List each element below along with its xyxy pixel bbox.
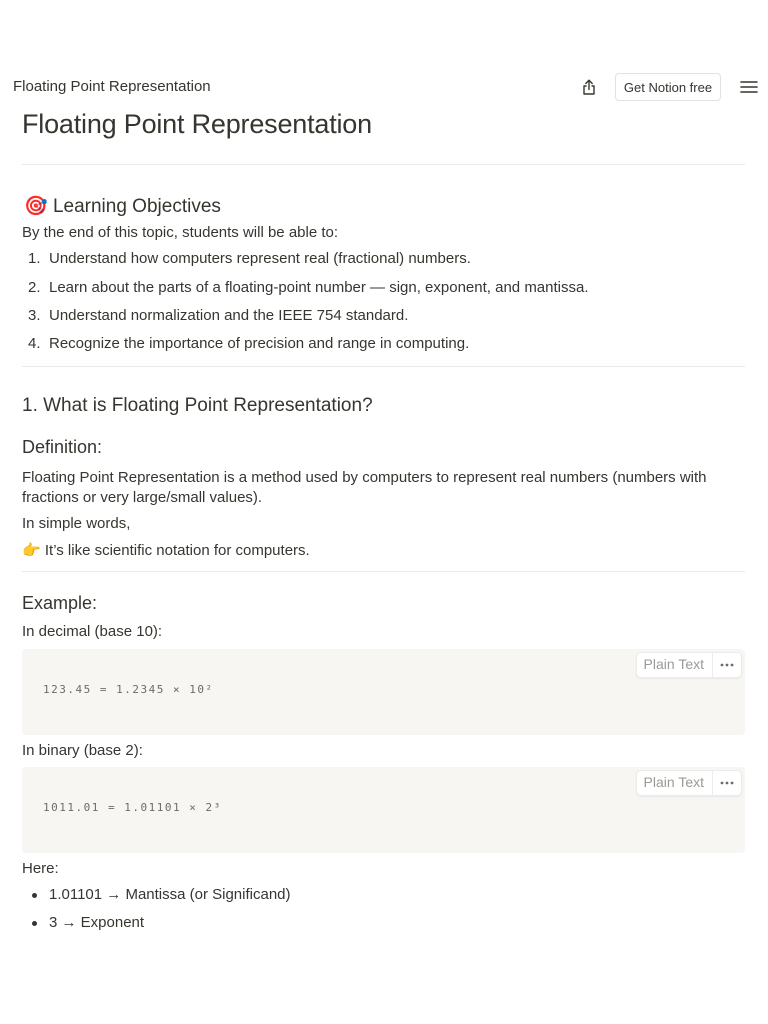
list-item xyxy=(22,279,745,299)
simple-words-text: In simple words, xyxy=(22,515,131,532)
pointing-hand-icon: 👉 xyxy=(22,542,41,559)
list-text: Recognize the importance of precision and range in computing. xyxy=(49,335,470,352)
list-item xyxy=(22,307,745,327)
here-label: Here: xyxy=(22,860,59,877)
list-number: 4. xyxy=(28,335,41,352)
more-horizontal-icon[interactable] xyxy=(713,653,741,677)
bullet-item xyxy=(22,914,745,934)
code-language-selector[interactable]: Plain Text xyxy=(637,652,713,678)
example-heading: Example: xyxy=(22,593,98,613)
bullet-text: 1.01101 → Mantissa (or Significand) xyxy=(49,886,291,903)
list-item xyxy=(22,335,745,355)
divider xyxy=(22,571,745,572)
list-number: 1. xyxy=(28,250,41,267)
list-item xyxy=(22,250,745,270)
bullet-item xyxy=(22,886,745,906)
target-emoji-icon: 🎯 xyxy=(24,196,48,217)
code-text[interactable]: 123.45 = 1.2345 × 10² xyxy=(43,683,214,696)
top-bar xyxy=(0,68,768,108)
bullet-text: 3 → Exponent xyxy=(49,914,145,931)
breadcrumb[interactable]: Floating Point Representation xyxy=(13,78,211,95)
list-number: 2. xyxy=(28,279,41,296)
get-notion-free-button[interactable]: Get Notion free xyxy=(615,73,721,101)
code-language-selector[interactable]: Plain Text xyxy=(637,770,713,796)
code-block-binary[interactable] xyxy=(22,767,745,853)
page-title: Floating Point Representation xyxy=(22,109,372,139)
code-text[interactable]: 1011.01 = 1.01101 × 2³ xyxy=(43,801,222,814)
definition-heading: Definition: xyxy=(22,437,103,457)
list-text: Learn about the parts of a floating-point number — sign, exponent, and mantissa. xyxy=(49,279,589,296)
decimal-label: In decimal (base 10): xyxy=(22,623,163,640)
share-icon[interactable] xyxy=(578,76,600,98)
list-text: Understand normalization and the IEEE 754 standard. xyxy=(49,307,409,324)
objectives-heading-text: Learning Objectives xyxy=(52,196,221,217)
section-heading: 1. What is Floating Point Representation? xyxy=(22,395,373,416)
pointer-line xyxy=(22,541,310,561)
code-language-toolbar xyxy=(636,770,742,796)
divider xyxy=(22,164,745,165)
code-language-toolbar xyxy=(636,652,742,678)
more-horizontal-icon[interactable] xyxy=(713,771,741,795)
bullet-dot xyxy=(32,893,37,898)
list-number: 3. xyxy=(28,307,41,324)
code-block-decimal[interactable] xyxy=(22,649,745,735)
objectives-heading xyxy=(24,194,221,218)
bullet-dot xyxy=(32,921,37,926)
hamburger-menu-icon[interactable] xyxy=(739,77,759,97)
binary-label: In binary (base 2): xyxy=(22,742,143,759)
list-text: Understand how computers represent real (fractional) numbers. xyxy=(49,250,471,267)
objectives-intro: By the end of this topic, students will be able to: xyxy=(22,224,339,241)
definition-text: Floating Point Representation is a method used by computers to represent real numbers (numbers with fractions or very large/small values). xyxy=(22,469,707,506)
divider xyxy=(22,366,745,367)
pointer-text: It’s like scientific notation for computers. xyxy=(44,542,310,559)
